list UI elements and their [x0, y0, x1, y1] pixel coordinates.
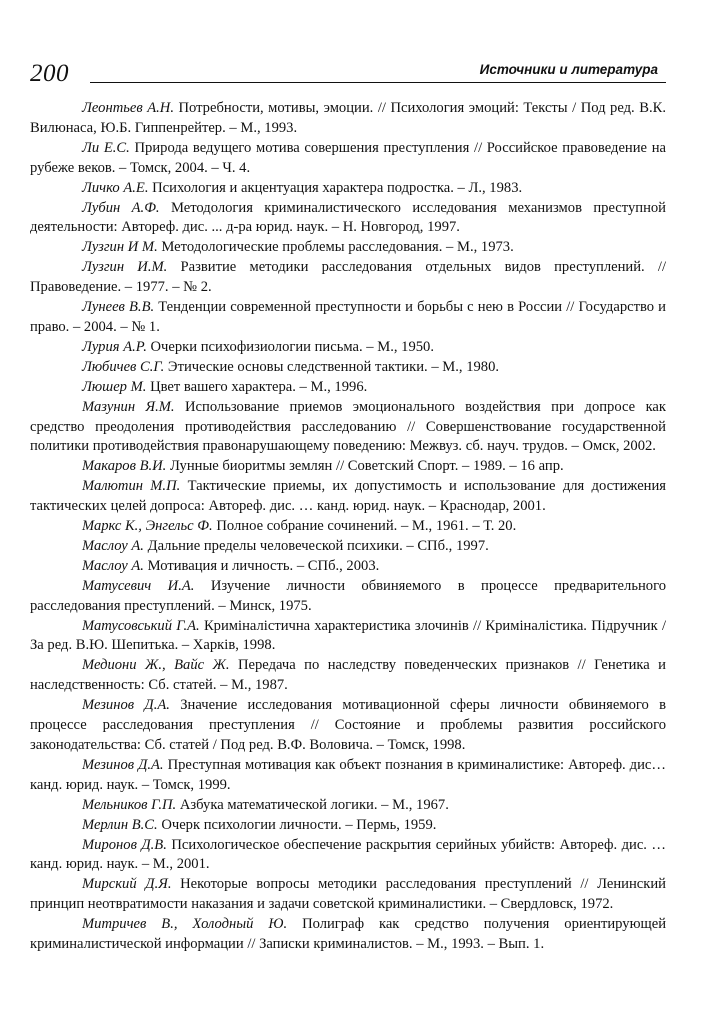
entry-text: Преступная мотивация как объект познания в криминалистике: Автореф. дис… канд. юрид. наук. – Томск, 1999. — [30, 756, 666, 793]
entry-text: Некоторые вопросы методики расследования преступлений // Ленинский принцип неотвратимости наказания и задачи советской криминалистики. – Свердловск, 1972. — [30, 876, 666, 913]
bibliography-entry — [30, 258, 666, 298]
bibliography-entry — [30, 915, 666, 955]
bibliography-entry — [30, 816, 666, 836]
entry-text: Передача по наследству поведенческих признаков // Генетика и наследственность: Сб. статей. – М., 1987. — [30, 657, 666, 694]
bibliography-entry — [30, 298, 666, 338]
entry-author: Маслоу А. — [82, 557, 144, 574]
bibliography-entry — [30, 617, 666, 657]
entry-text: Полиграф как средство получения ориентирующей криминалистической информации // Записки криминалистов. – М., 1993. – Вып. 1. — [30, 916, 666, 953]
bibliography-entry — [30, 557, 666, 577]
entry-author: Ли Е.С. — [82, 139, 130, 156]
entry-text: Тенденции современной преступности и борьбы с нею в России // Государство и право. – 2004. – № 1. — [30, 299, 666, 335]
entry-author: Медиони Ж., Вайс Ж. — [82, 657, 230, 674]
entry-text: Потребности, мотивы, эмоции. // Психология эмоций: Тексты / Под ред. В.К. Вилюнаса, Ю.Б. Гиппенрейтер. – М., 1993. — [30, 100, 666, 136]
bibliography-entry — [30, 199, 666, 239]
entry-author: Лунеев В.В. — [82, 299, 155, 316]
entry-author: Лузгин И.М. — [82, 259, 168, 276]
bibliography-entry — [30, 537, 666, 557]
entry-text: Изучение личности обвиняемого в процессе предварительного расследования преступлений. – Минск, 1975. — [30, 577, 667, 614]
entry-author: Маркс К., Энгельс Ф. — [82, 518, 213, 535]
page-header — [30, 58, 666, 88]
entry-author: Митричев В., Холодный Ю. — [82, 916, 288, 933]
bibliography-entry — [30, 338, 666, 358]
entry-text: Дальние пределы человеческой психики. – СПб., 1997. — [143, 537, 489, 554]
entry-author: Лузгин И М. — [82, 239, 158, 256]
running-title: Источники и литература — [479, 62, 658, 77]
entry-author: Мезинов Д.А. — [82, 697, 170, 714]
bibliography-entry — [30, 656, 666, 696]
entry-text: Тактические приемы, их допустимость и использование для достижения тактических целей допроса: Автореф. дис. … канд. юрид. наук. – Краснодар, 2001. — [30, 478, 666, 515]
entry-author: Лубин А.Ф. — [82, 199, 160, 216]
entry-author: Мирский Д.Я. — [82, 876, 172, 893]
entry-author: Люшер М. — [82, 378, 147, 395]
entry-author: Матусовський Г.А. — [82, 617, 200, 634]
entry-text: Методология криминалистического исследования механизмов преступной деятельности: Автореф. дис. ... д-ра юрид. наук. – Н. Новгород, 1997. — [30, 199, 666, 236]
entry-text: Психология и акцентуация характера подростка. – Л., 1983. — [148, 179, 523, 196]
bibliography-entry — [30, 577, 666, 617]
bibliography-entry — [30, 238, 666, 258]
entry-text: Лунные биоритмы землян // Советский Спорт. – 1989. – 16 апр. — [166, 458, 564, 475]
bibliography-entry — [30, 99, 666, 139]
entry-author: Малютин М.П. — [82, 478, 181, 495]
entry-author: Матусевич И.А. — [82, 577, 195, 594]
bibliography-entry — [30, 517, 666, 537]
entry-text: Азбука математической логики. – М., 1967. — [176, 796, 449, 813]
entry-text: Природа ведущего мотива совершения преступления // Российское правоведение на рубеже веков. – Томск, 2004. – Ч. 4. — [30, 139, 666, 176]
bibliography-entry — [30, 139, 666, 179]
entry-author: Маслоу А. — [82, 537, 144, 554]
entry-text: Очерк психологии личности. – Пермь, 1959. — [157, 816, 437, 833]
entry-text: Использование приемов эмоционального воздействия при допросе как средство преодоления противодействия расследованию // Совершенствование государственной политики противодействия правонарушающему поведению: Межвуз. сб. науч. трудов. – Омск, 2002. — [30, 398, 667, 455]
entry-text: Мотивация и личность. – СПб., 2003. — [143, 557, 380, 574]
bibliography-list — [30, 99, 666, 955]
entry-author: Личко А.Е. — [82, 179, 149, 196]
entry-author: Леонтьев А.Н. — [82, 100, 174, 116]
bibliography-entry — [30, 875, 666, 915]
bibliography-entry — [30, 378, 666, 398]
bibliography-entry — [30, 836, 666, 876]
entry-author: Миронов Д.В. — [82, 836, 167, 853]
bibliography-entry — [30, 696, 666, 756]
entry-text: Полное собрание сочинений. – М., 1961. – Т. 20. — [212, 518, 517, 535]
entry-text: Развитие методики расследования отдельных видов преступлений. // Правоведение. – 1977. – № 2. — [30, 259, 666, 296]
entry-author: Макаров В.И. — [82, 458, 167, 475]
entry-text: Очерки психофизиологии письма. – М., 1950. — [146, 338, 434, 355]
bibliography-entry — [30, 398, 666, 458]
bibliography-entry — [30, 796, 666, 816]
bibliography-entry — [30, 179, 666, 199]
entry-text: Цвет вашего характера. – М., 1996. — [146, 378, 368, 395]
bibliography-entry — [30, 756, 666, 796]
page-number: 200 — [30, 60, 69, 87]
header-rule — [90, 82, 666, 83]
entry-author: Лурия А.Р. — [82, 338, 147, 355]
bibliography-entry — [30, 457, 666, 477]
entry-text: Этические основы следственной тактики. – М., 1980. — [164, 358, 500, 375]
entry-text: Психологическое обеспечение раскрытия серийных убийств: Автореф. дис. … канд. юрид. наук. – М., 2001. — [30, 836, 666, 873]
bibliography-entry — [30, 477, 666, 517]
entry-author: Мерлин В.С. — [82, 816, 158, 833]
entry-author: Мазунин Я.М. — [82, 398, 175, 415]
entry-author: Любичев С.Г. — [82, 358, 165, 375]
entry-text: Криміналістична характеристика злочинів // Криміналістика. Підручник / За ред. В.Ю. Шепитька. – Харків, 1998. — [30, 617, 666, 654]
entry-text: Методологические проблемы расследования. – М., 1973. — [157, 239, 514, 256]
entry-author: Мельников Г.П. — [82, 796, 177, 813]
bibliography-entry — [30, 358, 666, 378]
entry-author: Мезинов Д.А. — [82, 756, 164, 773]
entry-text: Значение исследования мотивационной сферы личности обвиняемого в процессе расследования преступления // Состояние и проблемы развития российского законодательства: Сб. статей / Под ред. В.Ф. Воловича. – Томск, 1998. — [30, 697, 666, 753]
